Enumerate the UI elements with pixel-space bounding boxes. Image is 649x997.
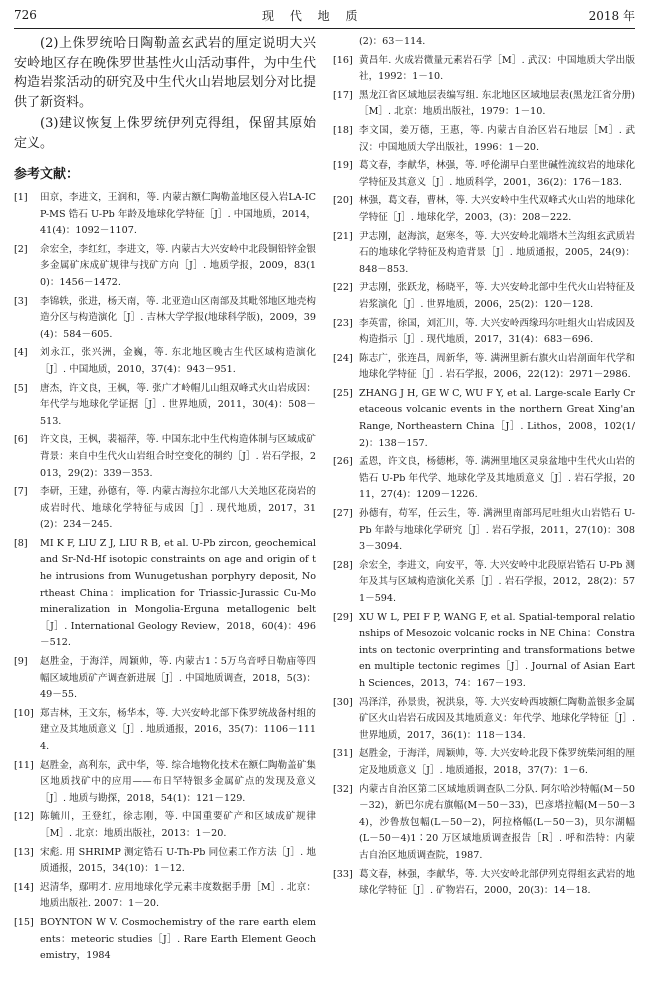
- reference-item: [333, 316, 635, 349]
- reference-number: [12]: [14, 811, 34, 823]
- reference-item: [14, 190, 316, 240]
- reference-number: [4]: [14, 347, 28, 359]
- reference-item: [14, 758, 316, 808]
- reference-number: [26]: [333, 456, 353, 468]
- reference-text: 李文国，姜万德，王惠，等. 内蒙古自治区岩石地层［M］. 武汉：中国地质大学出版社，1996：1－20.: [359, 124, 635, 153]
- reference-number: [14]: [14, 881, 34, 893]
- journal-title: 现 代 地 质: [262, 8, 364, 23]
- reference-number: [22]: [333, 282, 353, 294]
- reference-text: 陈志广，张连昌，周新华，等. 满洲里新右旗火山岩剖面年代学和地球化学特征［J］. 岩石学报，2006，22(12)：2971－2986.: [359, 352, 635, 381]
- reference-number: [20]: [333, 195, 353, 207]
- reference-item: [333, 158, 635, 191]
- reference-continuation: (2)：63－114.: [359, 36, 426, 47]
- reference-item: [333, 746, 635, 779]
- reference-number: [28]: [333, 559, 353, 571]
- reference-text: XU W L, PEI F P, WANG F, et al. Spatial-temporal relationships of Mesozoic volcanic rocks in NE China：Constraints on tectonic overprinting and transformations between multiple tectonic regimes［J］. Journal of Asian Earth Sciences，2013，74：167－193.: [359, 611, 635, 689]
- reference-item: [333, 88, 635, 121]
- reference-item: [14, 484, 316, 534]
- reference-item: [333, 558, 635, 608]
- reference-text: 内蒙古自治区第二区域地质调查队二分队. 阿尔哈沙特幅(M－50－32)，新巴尔虎右旗幅(M－50－33)，巴彦塔拉幅(M－50－34)，沙鲁敖包幅(L－50－2)，阿拉格幅(L－50－3)，贝尔湖幅(L－50－4)1∶20 万区域地质调查报告［R］. 呼和浩特：内蒙古自治区地质调查院，1987.: [359, 783, 635, 861]
- reference-number: [9]: [14, 656, 28, 668]
- reference-item: [14, 345, 316, 378]
- reference-text: 赵胜金，高利东，武中华，等. 综合地物化技术在额仁陶勒盖矿集区地质找矿中的应用——布日罕特银多金属矿点的发现及意义［J］. 地质与勘探，2018，54(1)：121－129.: [40, 759, 316, 804]
- reference-item: [333, 610, 635, 693]
- reference-item: [333, 506, 635, 556]
- reference-number: [3]: [14, 295, 28, 307]
- reference-item: [333, 53, 635, 86]
- reference-number: [7]: [14, 486, 28, 498]
- reference-number: [13]: [14, 846, 34, 858]
- reference-text: 陈毓川，王登红，徐志刚，等. 中国重要矿产和区域成矿规律［M］. 北京：地质出版社，2013：1－20.: [40, 811, 316, 839]
- reference-number: [15]: [14, 916, 34, 928]
- reference-text: 佘宏全，李红红，李进文，等. 内蒙古大兴安岭中北段铜铅锌金银多金属矿床成矿规律与找矿方向［J］. 地质学报，2009，83(10)：1456－1472.: [40, 243, 316, 288]
- left-column: [14, 34, 316, 967]
- reference-text: 冯泽洋，孙景贵，祝洪泉，等. 大兴安岭西坡额仁陶勒盖银多金属矿区火山岩岩石成因及其地质意义：年代学、地球化学特征［J］. 世界地质，2017，36(1)：118－134.: [359, 696, 635, 741]
- reference-text: 佘宏全，李进文，向安平，等. 大兴安岭中北段原岩锆石 U-Pb 测年及其与区域构造演化关系［J］. 岩石学报，2012，28(2)：571－594.: [359, 559, 635, 604]
- reference-text: 孙德有，苟军，任云生，等. 满洲里南部玛尼吐组火山岩锆石 U-Pb 年龄与地球化学研究［J］. 岩石学报，2011，27(10)：3083－3094.: [359, 508, 635, 553]
- reference-item: [14, 915, 316, 965]
- reference-number: [19]: [333, 160, 353, 172]
- reference-item: [333, 351, 635, 384]
- reference-item: [333, 782, 635, 865]
- reference-text: 唐杰，许文良，王枫，等. 张广才岭帽儿山组双峰式火山岩成因：年代学与地球化学证据［J］. 世界地质，2011，30(4)：508－513.: [40, 382, 316, 427]
- reference-number: [27]: [333, 508, 353, 520]
- reference-item: [14, 381, 316, 431]
- reference-list-right: [333, 53, 635, 900]
- reference-item: [333, 280, 635, 313]
- reference-number: [25]: [333, 387, 353, 399]
- reference-item: [333, 386, 635, 452]
- reference-number: [32]: [333, 783, 353, 795]
- reference-item: [14, 880, 316, 913]
- reference-item: [14, 294, 316, 344]
- reference-text: 尹志刚，赵海滨，赵寒冬，等. 大兴安岭北端塔木兰沟组玄武质岩石的地球化学特征及构造背景［J］. 地质通报，2005，24(9)：848－853.: [359, 230, 635, 275]
- reference-number: [23]: [333, 317, 353, 329]
- reference-text: 许文良，王枫，裴福萍，等. 中国东北中生代构造体制与区域成矿背景：来自中生代火山岩组合时空变化的制约［J］. 岩石学报，2013，29(2)：339－353.: [40, 434, 316, 479]
- reference-number: [24]: [333, 352, 353, 364]
- reference-item: [333, 454, 635, 504]
- reference-number: [31]: [333, 748, 353, 760]
- reference-item: [14, 706, 316, 756]
- reference-number: [8]: [14, 537, 28, 549]
- reference-item: [333, 193, 635, 226]
- reference-number: [5]: [14, 382, 28, 394]
- reference-number: [1]: [14, 192, 28, 203]
- reference-number: [18]: [333, 124, 353, 136]
- reference-text: 葛文春，林强，李献华，等. 大兴安岭北部伊列克得组玄武岩的地球化学特征［J］. 矿物岩石，2000，20(3)：14－18.: [359, 868, 635, 897]
- reference-text: 宋彪. 用 SHRIMP 测定锆石 U-Th-Pb 同位素工作方法［J］. 地质通报，2015，34(10)：1－12.: [40, 846, 316, 875]
- reference-item: [333, 695, 635, 745]
- reference-number: [2]: [14, 243, 28, 255]
- reference-text: 林强，葛文春，曹林，等. 大兴安岭中生代双峰式火山岩的地球化学特征［J］. 地球化学，2003，(3)：208－222.: [359, 195, 635, 223]
- reference-item: [333, 229, 635, 279]
- reference-number: [11]: [14, 759, 34, 771]
- reference-text: 郑吉林，王文东，杨华本，等. 大兴安岭北部下侏罗统战备村组的建立及其地质意义［J］. 地质通报，2016，35(7)：1106－1114.: [40, 707, 316, 752]
- reference-item: [14, 536, 316, 652]
- page-header: [14, 4, 635, 26]
- reference-number: [17]: [333, 89, 353, 101]
- right-column: [333, 34, 635, 902]
- reference-number: [10]: [14, 707, 34, 719]
- reference-number: [33]: [333, 868, 353, 880]
- reference-number: [21]: [333, 230, 353, 242]
- reference-text: MI K F, LIU Z J, LIU R B, et al. U-Pb zircon, geochemical and Sr-Nd-Hf isotopic constraints on age and origin of the intrusions from Wunugetushan porphyry deposit, Northeast China：implication for Triassic-Jurassic Cu-Mo mineralization in Mongolia-Erguna metallogenic belt［J］. International Geology Review，2018，60(4)：496－512.: [40, 537, 316, 649]
- reference-text: 李英雷，徐国，刘汇川，等. 大兴安岭西缘玛尔吐组火山岩成因及构造指示［J］. 现代地质，2017，31(4)：683－696.: [359, 317, 635, 346]
- reference-text: ZHANG J H, GE W C, WU F Y, et al. Large-scale Early Cretaceous volcanic events in the northern Great Xing'an Range, Northeastern China［J］. Lithos，2008，102(1/2)：138－157.: [359, 387, 635, 449]
- reference-text: 迟清华，鄢明才. 应用地球化学元素丰度数据手册［M］. 北京：地质出版社. 2007：1－20.: [40, 881, 316, 910]
- reference-text: BOYNTON W V. Cosmochemistry of the rare earth elements：meteoric studies［J］. Rare Earth Element Geochemistry，1984: [40, 916, 316, 962]
- reference-text: 李锦轶，张进，杨天南，等. 北亚造山区南部及其毗邻地区地壳构造分区与构造演化［J］. 吉林大学学报(地球科学版)，2009，39(4)：584－605.: [40, 295, 316, 340]
- reference-text: 赵胜金，于海洋，周颖帅，等. 内蒙古1∶5万乌音呼日勒庙等四幅区域地质矿产调查新进展［J］. 中国地质调查，2018，5(3)：49－55.: [40, 656, 316, 701]
- reference-text: 葛文春，李献华，林强，等. 呼伦湖早白垩世碱性流纹岩的地球化学特征及其意义［J］. 地质科学，2001，36(2)：176－183.: [359, 160, 635, 188]
- reference-item: [333, 123, 635, 156]
- reference-item: [14, 432, 316, 482]
- reference-item: [14, 809, 316, 842]
- reference-text: 刘永江，张兴洲，金巍，等. 东北地区晚古生代区域构造演化［J］. 中国地质，2010，37(4)：943－951.: [40, 347, 316, 375]
- header-rule: [14, 28, 635, 29]
- reference-text: 田京，李进文，王润和，等. 内蒙古额仁陶勒盖地区侵入岩LA-ICP-MS 锆石 U-Pb 年龄及地球化学特征［J］. 中国地质，2014，41(4)：1092－1107.: [40, 192, 316, 237]
- year: 2018 年: [588, 8, 635, 23]
- reference-item: [333, 867, 635, 900]
- reference-number: [30]: [333, 696, 353, 708]
- reference-text: 黄昌年. 火成岩微量元素岩石学［M］. 武汉：中国地质大学出版社，1992：1－10.: [359, 54, 635, 83]
- body-paragraph: (3)建议恢复上侏罗统伊列克得组，保留其原始定义。: [14, 116, 316, 151]
- reference-text: 李研，王建，孙德有，等. 内蒙古海拉尔北部八大关地区花岗岩的成岩时代、地球化学特征与成因［J］. 现代地质，2017，31(2)：234－245.: [40, 486, 316, 531]
- reference-text: 孟恩，许文良，杨德彬，等. 满洲里地区灵泉盆地中生代火山岩的锆石 U-Pb 年代学、地球化学及其地质意义［J］. 岩石学报，2011，27(4)：1209－1226.: [359, 456, 635, 501]
- reference-text: 赵胜金，于海洋，周颖帅，等. 大兴安岭北段下侏罗统柴河组的厘定及地质意义［J］. 地质通报，2018，37(7)：1－6.: [359, 748, 635, 776]
- reference-list-left: [14, 190, 316, 965]
- body-paragraph: (2)上侏罗统哈日陶勒盖玄武岩的厘定说明大兴安岭地区存在晚侏罗世基性火山活动事件，为中生代构造岩浆活动的研究及中生代火山岩地层划分对比提供了新资料。: [14, 36, 316, 110]
- reference-number: [29]: [333, 611, 353, 623]
- reference-number: [16]: [333, 54, 353, 66]
- reference-item: [14, 654, 316, 704]
- reference-item: [14, 242, 316, 292]
- page-number: 726: [14, 8, 37, 22]
- reference-item: [14, 845, 316, 878]
- reference-text: 尹志刚，张跃龙，杨晓平，等. 大兴安岭北部中生代火山岩特征及岩浆演化［J］. 世界地质，2006，25(2)：120－128.: [359, 282, 635, 310]
- reference-text: 黑龙江省区域地层表编写组. 东北地区区域地层表(黑龙江省分册)［M］. 北京：地质出版社，1979：1－10.: [359, 89, 635, 118]
- references-heading: 参考文献：: [14, 167, 80, 182]
- reference-number: [6]: [14, 434, 28, 446]
